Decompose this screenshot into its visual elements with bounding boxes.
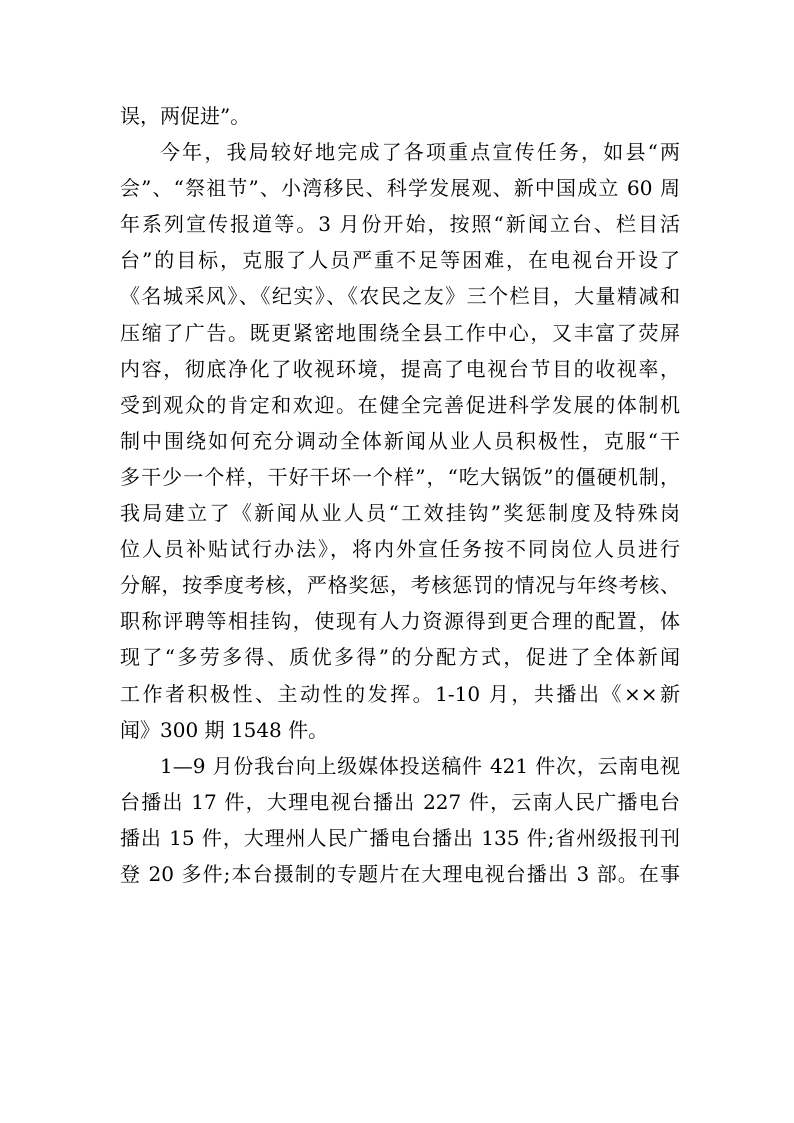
text-line: 多干少一个样，干好干坏一个样”，“吃大锅饭”的僵硬机制，: [120, 464, 680, 489]
text-line: 会”、“祭祖节”、小湾移民、科学发展观、新中国成立 60 周: [120, 176, 680, 201]
text-line: 制中围绕如何充分调动全体新闻从业人员积极性，克服“干: [120, 428, 680, 453]
text-line: 年系列宣传报道等。3 月份开始，按照“新闻立台、栏目活: [120, 212, 680, 237]
text-line: 内容，彻底净化了收视环境，提高了电视台节目的收视率，: [120, 356, 680, 381]
text-line: 《名城采风》、《纪实》、《农民之友》三个栏目，大量精减和: [120, 284, 680, 309]
text-line: 今年，我局较好地完成了各项重点宣传任务，如县“两: [160, 140, 680, 165]
text-line: 1—9 月份我台向上级媒体投送稿件 421 件次，云南电视: [160, 753, 680, 778]
text-line: 工作者积极性、主动性的发挥。1-10 月，共播出《××新: [120, 681, 680, 706]
text-line: 闻》300 期 1548 件。: [120, 717, 329, 742]
text-line: 台播出 17 件，大理电视台播出 227 件，云南人民广播电台: [120, 789, 680, 814]
text-line: 现了“多劳多得、质优多得”的分配方式，促进了全体新闻: [120, 645, 680, 670]
text-line: 分解，按季度考核，严格奖惩，考核惩罚的情况与年终考核、: [120, 573, 680, 598]
text-line: 播出 15 件，大理州人民广播电台播出 135 件;省州级报刊刊: [120, 825, 680, 850]
text-line: 登 20 多件;本台摄制的专题片在大理电视台播出 3 部。在事: [120, 861, 680, 886]
text-line: 压缩了广告。既更紧密地围绕全县工作中心，又丰富了荧屏: [120, 320, 680, 345]
text-line: 位人员补贴试行办法》，将内外宣任务按不同岗位人员进行: [120, 537, 680, 562]
text-line: 我局建立了《新闻从业人员“工效挂钩”奖惩制度及特殊岗: [120, 501, 680, 526]
text-line: 职称评聘等相挂钩，使现有人力资源得到更合理的配置，体: [120, 609, 680, 634]
body-text: [120, 98, 680, 892]
text-line: 误，两促进”。: [120, 104, 251, 128]
text-line: 受到观众的肯定和欢迎。在健全完善促进科学发展的体制机: [120, 392, 680, 417]
text-line: 台”的目标，克服了人员严重不足等困难，在电视台开设了: [120, 248, 680, 273]
